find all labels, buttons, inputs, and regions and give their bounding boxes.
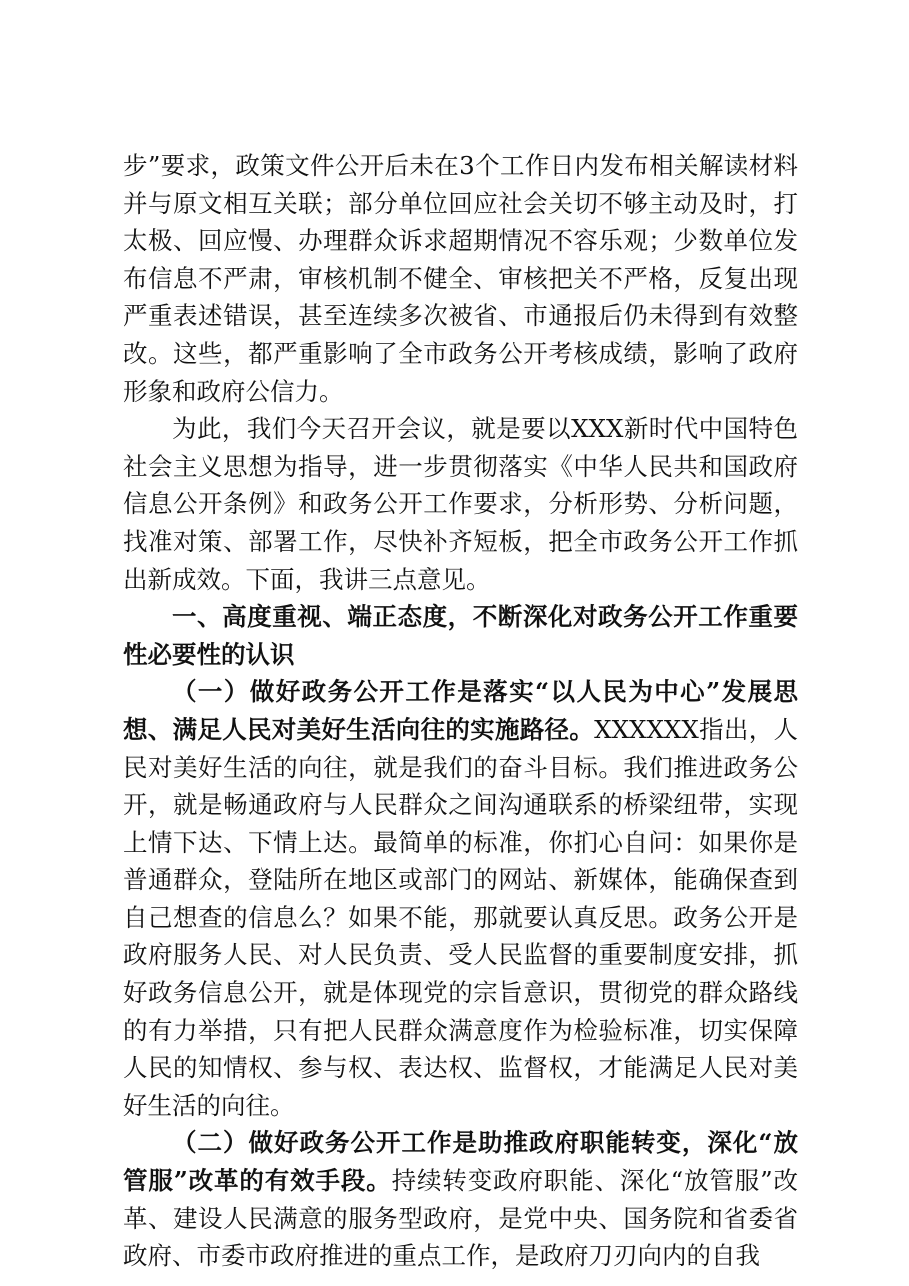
subsection-body: XXXXXX指出，人民对美好生活的向往，就是我们的奋斗目标。我们推进政务公开，就是畅通政府与人民群众之间沟通联系的桥梁纽带，实现上情下达、下情上达。最简单的标准，你扪心自问：如果你是普通群众，登陆所在地区或部门的网站、新媒体，能确保查到自己想查的信息么？如果不能，那就要认真反思。政务公开是政府服务人民、对人民负责、受人民监督的重要制度安排，抓好政务信息公开，就是体现党的宗旨意识，贯彻党的群众路线的有力举措，只有把人民群众满意度作为检验标准，切实保障人民的知情权、参与权、表达权、监督权，才能满足人民对美好生活的向往。: [123, 714, 798, 1120]
document-body: [123, 147, 798, 1275]
subsection-paragraph: [123, 1124, 798, 1274]
section-heading: 一、高度重视、端正态度，不断深化对政务公开工作重要性必要性的认识: [123, 602, 798, 669]
body-paragraph: 为此，我们今天召开会议，就是要以XXX新时代中国特色社会主义思想为指导，进一步贯彻落实《中华人民共和国政府信息公开条例》和政务公开工作要求，分析形势、分析问题，找准对策、部署工作，尽快补齐短板，把全市政务公开工作抓出新成效。下面，我讲三点意见。: [123, 414, 798, 594]
subsection-title: （一）做好政务公开工作是落实“以人民为中心”发展思想、满足人民对美好生活向往的实施路径。: [123, 677, 798, 744]
subsection-title: （二）做好政务公开工作是助推政府职能转变，深化“放管服”改革的有效手段。: [123, 1128, 798, 1196]
body-paragraph: 步”要求，政策文件公开后未在3个工作日内发布相关解读材料并与原文相互关联；部分单位回应社会关切不够主动及时，打太极、回应慢、办理群众诉求超期情况不容乐观；少数单位发布信息不严肃，审核机制不健全、审核把关不严格，反复出现严重表述错误，甚至连续多次被省、市通报后仍未得到有效整改。这些，都严重影响了全市政务公开考核成绩，影响了政府形象和政府公信力。: [123, 151, 798, 406]
subsection-body: 持续转变政府职能、深化“放管服”改革、建设人民满意的服务型政府，是党中央、国务院和省委省政府、市委市政府推进的重点工作，是政府刀刃向内的自我: [123, 1166, 798, 1271]
subsection-paragraph: [123, 673, 798, 1124]
